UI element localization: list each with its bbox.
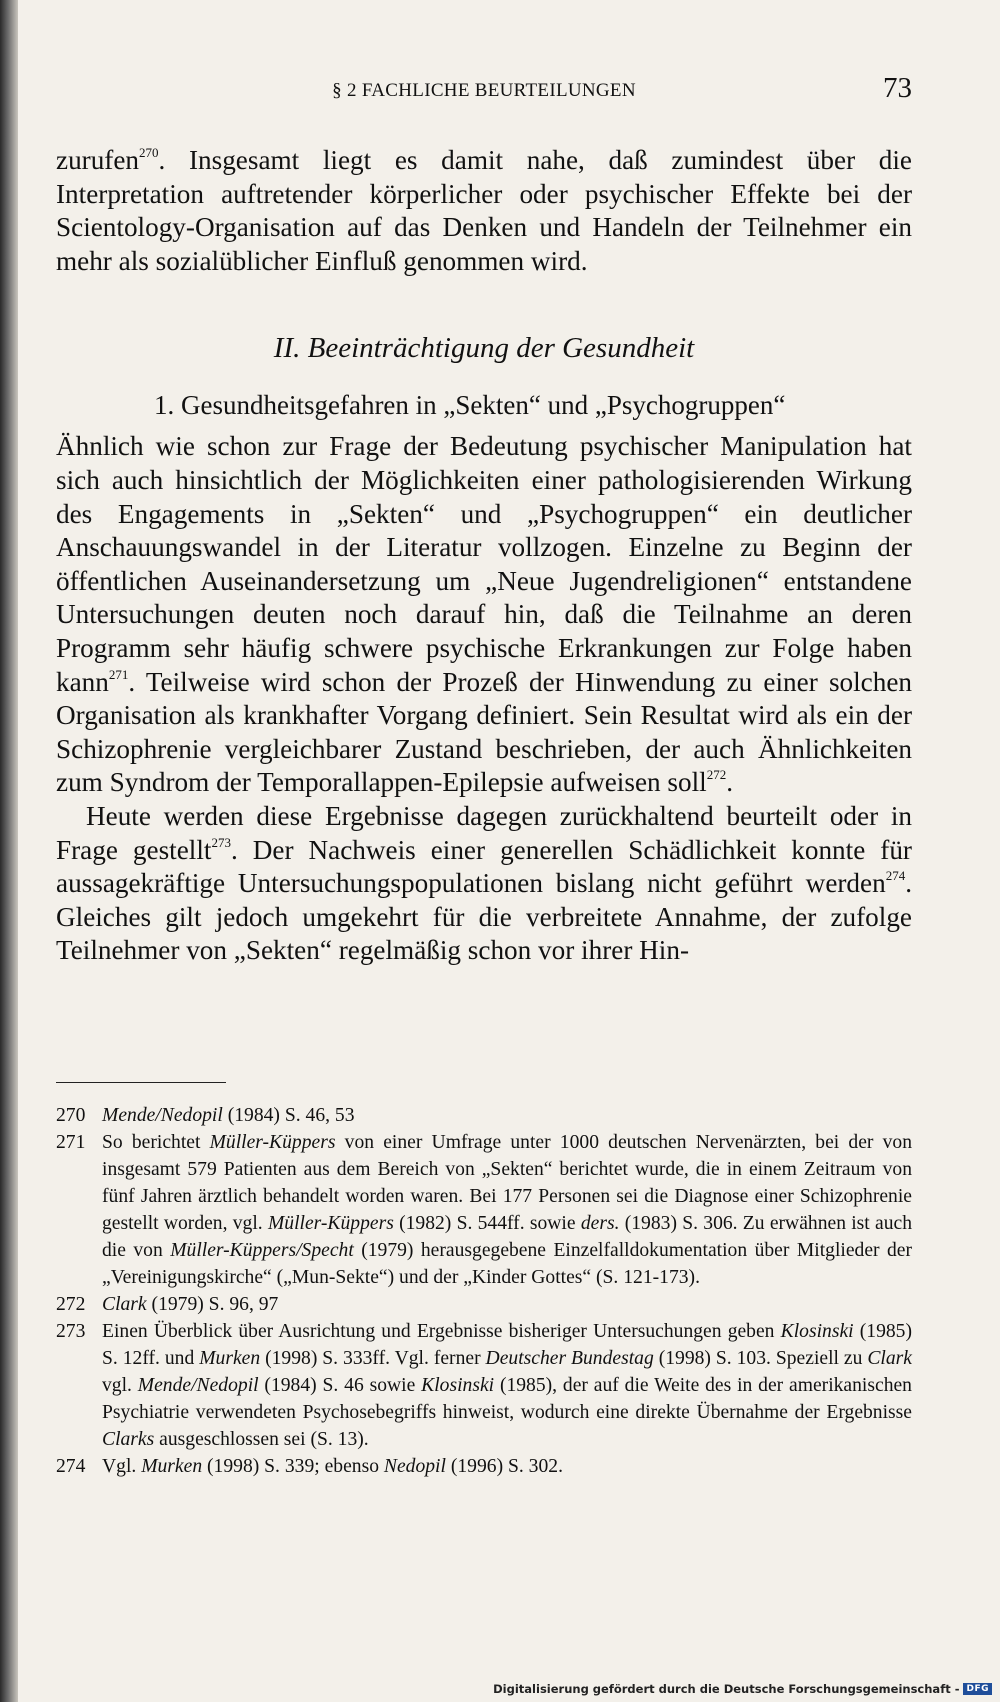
footnote-ref-274: 274 <box>885 868 906 884</box>
footnote-text <box>102 1318 912 1453</box>
footnote-text <box>102 1129 912 1291</box>
text-run: (1979) herausgegebene Einzelfalldokumentation über Mitglieder der „Vereinigungskirche“ („Mun-Sekte“) und der „Kinder Gottes“ (S. 121-173). <box>102 1240 913 1288</box>
text-run: (1998) S. 103. Speziell zu <box>653 1348 868 1369</box>
paragraph-3 <box>56 800 912 968</box>
footnote-text <box>102 1453 912 1480</box>
footnote-number: 271 <box>56 1132 86 1153</box>
body-text <box>56 144 912 968</box>
footnote-271 <box>56 1129 912 1291</box>
text-run: Klosinski <box>780 1321 854 1342</box>
footnote-number: 274 <box>56 1456 86 1477</box>
text-run: ausgeschlossen sei (S. 13). <box>154 1429 369 1450</box>
text-run: So berichtet <box>102 1132 210 1153</box>
text-run: Nedopil <box>383 1456 446 1477</box>
text-run: (1985) S. 12ff. und <box>102 1321 912 1369</box>
text-run: von einer Umfrage unter 1000 deutschen Nervenärzten, bei der von insgesamt 579 Patienten aus dem Bereich von „Sekten“ berichtet wurde, die in einem Zeitraum von fünf Jahren ärztlich behandelt worden waren. Bei 177 Personen sei die Diagnose einer Schizophrenie gestellt worden, vgl. <box>102 1132 912 1234</box>
footnote-number: 270 <box>56 1105 86 1126</box>
text-run: zurufen <box>56 145 140 175</box>
footnote-text <box>102 1291 912 1318</box>
text-run: Klosinski <box>421 1375 495 1396</box>
subsection-heading: 1. Gesundheitsgefahren in „Sekten“ und „Psychogruppen“ <box>154 390 786 421</box>
text-run: vgl. <box>102 1375 138 1396</box>
text-run: . Gleiches gilt jedoch umgekehrt für die verbreitete Annahme, der zufolge Teilnehmer von „Sekten“ regelmäßig schon vor ihrer Hin- <box>56 868 912 966</box>
text-run: Mende/Nedopil <box>102 1105 223 1126</box>
footnote-number: 272 <box>56 1294 86 1315</box>
text-run: (1984) S. 46, 53 <box>222 1105 355 1126</box>
text-run: Murken <box>141 1456 203 1477</box>
footnote-ref-271: 271 <box>108 666 129 682</box>
text-run: Ähnlich wie schon zur Frage der Bedeutung psychischer Manipulation hat sich auch hinsichtlich der Möglichkeiten einer pathologisierenden Wirkung des Engagements in „Sekten“ und „Psychogruppen“ ein deutlicher Anschauungswandel in der Literatur vollzogen. Einzelne zu Beginn der öffentlichen Auseinandersetzung um „Neue Jugendreligionen“ entstandene Untersuchungen deuten noch darauf hin, daß die Teilnahme an deren Programm sehr häufig schwere psychische Erkrankungen zur Folge haben kann <box>56 431 912 697</box>
footnote-text <box>102 1102 912 1129</box>
footnote-274 <box>56 1453 912 1480</box>
text-run: ders. <box>580 1213 620 1234</box>
text-run: Müller-Küppers/Specht <box>170 1240 354 1261</box>
text-run: Müller-Küppers <box>209 1132 336 1153</box>
footnote-ref-272: 272 <box>706 767 727 783</box>
text-run: Deutscher Bundestag <box>485 1348 654 1369</box>
text-run: Murken <box>199 1348 261 1369</box>
text-run: Vgl. <box>102 1456 142 1477</box>
text-run: . Teilweise wird schon der Prozeß der Hinwendung zu einer solchen Organisation als krankhafter Vorgang definiert. Sein Resultat wird als ein der Schizophrenie vergleichbarer Zustand beschrieben, der auch Ähnlichkeiten zum Syndrom der Temporallappen-Epilepsie aufweisen soll <box>56 666 912 798</box>
section-heading: II. Beeinträchtigung der Gesundheit <box>273 332 695 365</box>
book-spine-shadow <box>0 0 18 1702</box>
text-run: Heute werden diese Ergebnisse dagegen zurückhaltend beurteilt oder in Frage gestellt <box>56 800 912 865</box>
text-run: . <box>726 767 733 798</box>
text-run: (1998) S. 333ff. Vgl. ferner <box>260 1348 486 1369</box>
paragraph-2 <box>56 430 912 800</box>
footnote-separator <box>56 1082 226 1083</box>
text-run: Clarks <box>102 1429 155 1450</box>
text-run: (1984) S. 46 sowie <box>258 1375 422 1396</box>
text-run: Mende/Nedopil <box>137 1375 259 1396</box>
text-run: (1979) S. 96, 97 <box>146 1294 279 1315</box>
text-run: (1982) S. 544ff. sowie <box>393 1213 581 1234</box>
running-head-title: § 2 FACHLICHE BEURTEILUNGEN <box>332 80 636 101</box>
footnote-270 <box>56 1102 912 1129</box>
text-run: Clark <box>867 1348 912 1369</box>
footnote-272 <box>56 1291 912 1318</box>
text-run: (1985), der auf die Weite des in der amerikanischen Psychiatrie verwendeten Psychosebegriffs hinweist, wodurch eine direkte Übernahme der Ergebnisse <box>102 1375 912 1423</box>
text-run: (1983) S. 306. Zu erwähnen ist auch die von <box>102 1213 912 1261</box>
text-run: Einen Überblick über Ausrichtung und Ergebnisse bisheriger Untersuchungen geben <box>102 1321 781 1342</box>
text-run: . Der Nachweis einer generellen Schädlichkeit konnte für aussagekräftige Untersuchungspopulationen bislang nicht geführt werden <box>56 834 912 899</box>
running-head <box>56 72 912 112</box>
text-run: . Insgesamt liegt es damit nahe, daß zumindest über die Interpretation auftretender körperlicher oder psychischer Effekte bei der Scientology-Organisation auf das Denken und Handeln der Teilnehmer ein mehr als sozialüblicher Einfluß genommen wird. <box>56 145 912 276</box>
footer-text: Digitalisierung gefördert durch die Deutsche Forschungsgemeinschaft - <box>493 1682 960 1696</box>
text-run: (1998) S. 339; ebenso <box>202 1456 384 1477</box>
footnote-ref-270: 270 <box>139 145 159 160</box>
text-run: Clark <box>102 1294 147 1315</box>
footnote-number: 273 <box>56 1321 86 1342</box>
footnote-273 <box>56 1318 912 1453</box>
text-run: (1996) S. 302. <box>445 1456 563 1477</box>
footnote-ref-273: 273 <box>211 834 231 850</box>
paragraph-1 <box>56 144 912 278</box>
footnotes <box>56 1102 912 1480</box>
dfg-logo: DFG <box>963 1683 992 1695</box>
digitization-footer <box>493 1682 992 1696</box>
text-run: Müller-Küppers <box>267 1213 394 1234</box>
page-number: 73 <box>883 72 912 104</box>
